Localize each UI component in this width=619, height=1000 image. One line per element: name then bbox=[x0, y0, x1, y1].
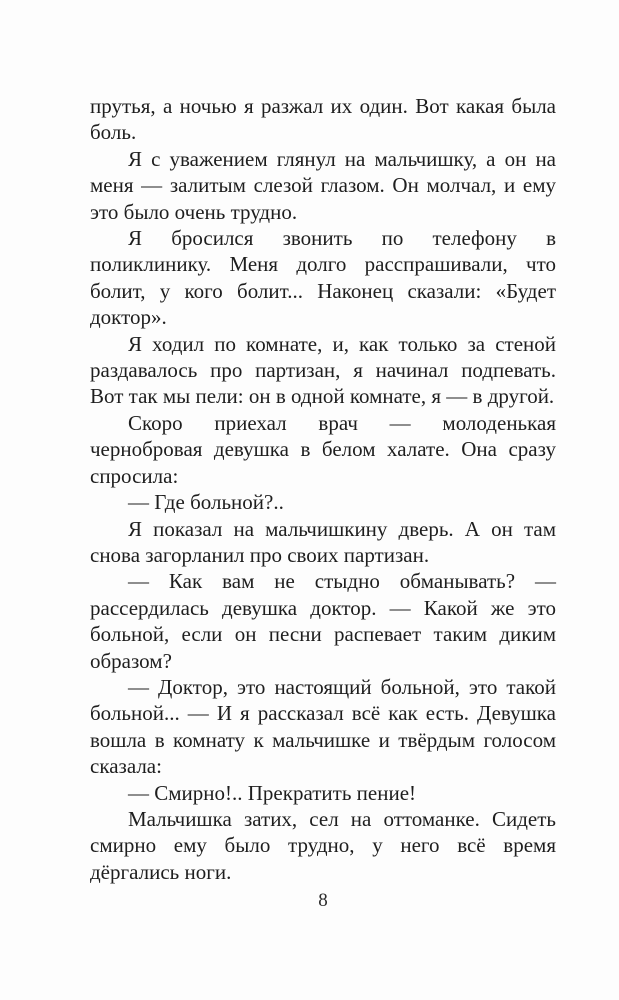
paragraph: прутья, а ночью я разжал их один. Вот какая была боль. bbox=[90, 94, 556, 145]
paragraph: — Смирно!.. Прекратить пение! bbox=[128, 780, 417, 805]
page-number: 8 bbox=[318, 890, 328, 911]
paragraph: Я с уважением глянул на мальчишку, а он на меня — залитым слезой глазом. Он молчал, и ему это было очень трудно. bbox=[90, 146, 556, 224]
paragraph: — Доктор, это настоящий больной, это такой больной... — И я рассказал всё как есть. Девушка вошла в комнату к мальчишке и твёрдым голосом сказала: bbox=[90, 674, 556, 779]
paragraph: Я бросился звонить по телефону в поликлинику. Меня долго расспрашивали, что болит, у кого болит... Наконец сказали: «Будет доктор». bbox=[90, 226, 556, 330]
paragraph: Скоро приехал врач — молоденькая чернобровая девушка в белом халате. Она сразу спросила: bbox=[90, 410, 556, 488]
paragraph: Я ходил по комнате, и, как только за стеной раздавалось про партизан, я начинал подпевать. Вот так мы пели: он в одной комнате, я — в другой. bbox=[90, 331, 556, 409]
paragraph: — Как вам не стыдно обманывать? — рассердилась девушка доктор. — Какой же это больной, если он песни распевает таким диким образом? bbox=[90, 569, 556, 673]
paragraph: — Где больной?.. bbox=[128, 490, 284, 515]
paragraph: Мальчишка затих, сел на оттоманке. Сидеть смирно ему было трудно, у него всё время дёргались ноги. bbox=[90, 806, 556, 884]
paragraph: Я показал на мальчишкину дверь. А он там снова загорланил про своих партизан. bbox=[90, 516, 556, 567]
page-text bbox=[90, 93, 556, 885]
